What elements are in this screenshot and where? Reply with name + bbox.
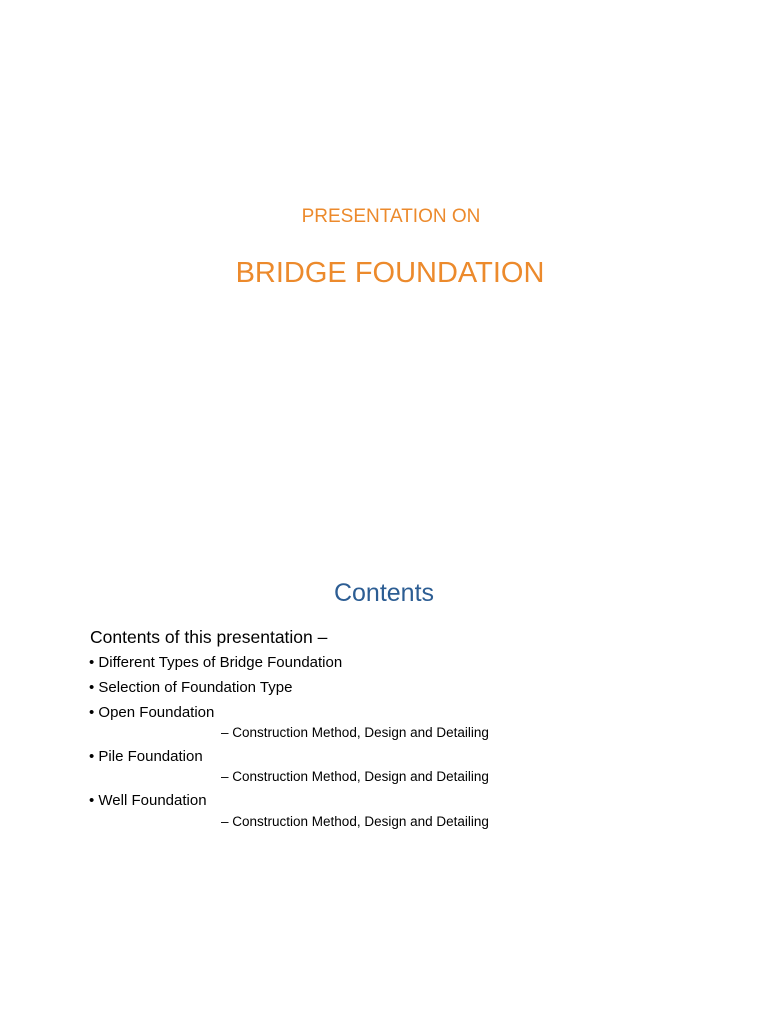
presentation-subtitle: PRESENTATION ON <box>301 206 481 227</box>
contents-slide <box>0 512 768 1024</box>
contents-item-pile-foundation: • Pile Foundation <box>89 748 203 765</box>
contents-subitem-pile-foundation: – Construction Method, Design and Detailing <box>221 769 489 784</box>
contents-subitem-open-foundation: – Construction Method, Design and Detailing <box>221 725 489 740</box>
contents-item-well-foundation: • Well Foundation <box>89 792 207 809</box>
contents-intro: Contents of this presentation – <box>90 627 328 647</box>
contents-item-open-foundation: • Open Foundation <box>89 704 215 721</box>
contents-heading: Contents <box>333 579 435 607</box>
presentation-title: BRIDGE FOUNDATION <box>235 257 545 289</box>
contents-subitem-well-foundation: – Construction Method, Design and Detailing <box>221 814 489 829</box>
contents-item-selection: • Selection of Foundation Type <box>89 679 293 696</box>
contents-item-foundation-types: • Different Types of Bridge Foundation <box>89 654 343 671</box>
